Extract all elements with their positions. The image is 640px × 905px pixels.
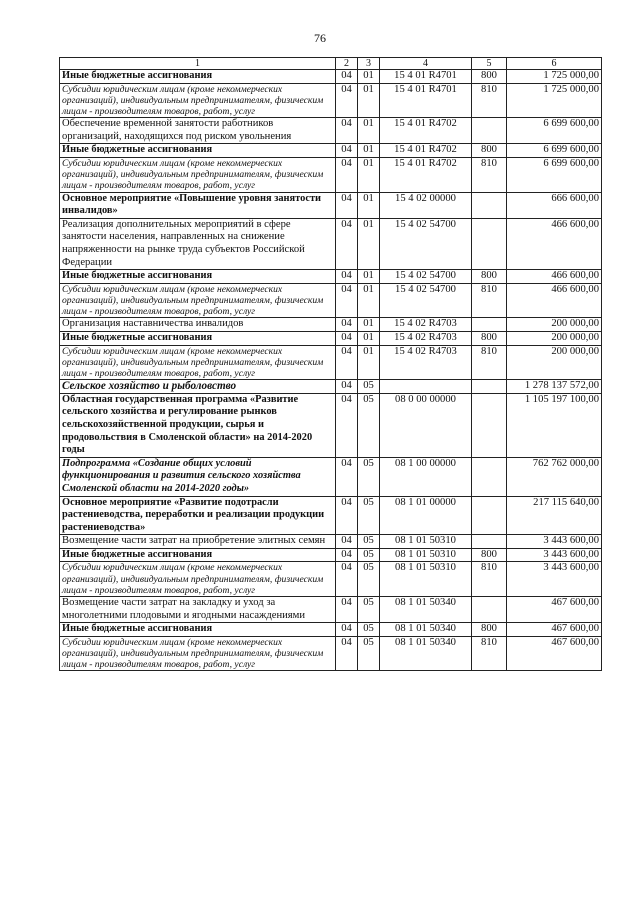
target-article-cell: 15 4 02 54700 xyxy=(380,270,472,284)
subsection-code-cell: 05 xyxy=(358,535,380,549)
table-row xyxy=(60,144,602,158)
amount-cell: 467 600,00 xyxy=(507,597,602,623)
row-name-cell: Основное мероприятие «Развитие подотрасли растениеводства, переработки и реализации продукции растениеводства» xyxy=(60,496,336,535)
subsection-code-cell: 05 xyxy=(358,393,380,457)
target-article-cell: 15 4 01 R4701 xyxy=(380,83,472,118)
amount-cell: 6 699 600,00 xyxy=(507,144,602,158)
section-code-cell: 04 xyxy=(336,118,358,144)
subsection-code-cell: 01 xyxy=(358,345,380,380)
amount-cell: 3 443 600,00 xyxy=(507,535,602,549)
expense-type-cell xyxy=(472,535,507,549)
section-code-cell: 04 xyxy=(336,83,358,118)
table-row xyxy=(60,496,602,535)
amount-cell: 467 600,00 xyxy=(507,636,602,671)
expense-type-cell: 810 xyxy=(472,283,507,318)
subsection-code-cell: 01 xyxy=(358,144,380,158)
table-row xyxy=(60,270,602,284)
subsection-code-cell: 01 xyxy=(358,218,380,269)
section-code-cell: 04 xyxy=(336,144,358,158)
table-row xyxy=(60,535,602,549)
row-name-cell: Областная государственная программа «Развитие сельского хозяйства и регулирование рынков сельскохозяйственной продукции, сырья и продовольствия в Смоленской области» на 2014-2020 годы xyxy=(60,393,336,457)
column-header: 6 xyxy=(507,58,602,70)
table-row xyxy=(60,345,602,380)
column-header: 4 xyxy=(380,58,472,70)
amount-cell: 1 278 137 572,00 xyxy=(507,380,602,394)
row-name-cell: Возмещение части затрат на приобретение элитных семян xyxy=(60,535,336,549)
target-article-cell: 08 1 00 00000 xyxy=(380,457,472,496)
section-code-cell: 04 xyxy=(336,318,358,332)
target-article-cell: 08 1 01 50340 xyxy=(380,623,472,637)
budget-table xyxy=(59,57,602,671)
target-article-cell: 08 1 01 50340 xyxy=(380,597,472,623)
expense-type-cell: 810 xyxy=(472,345,507,380)
expense-type-cell: 800 xyxy=(472,70,507,84)
expense-type-cell xyxy=(472,393,507,457)
amount-cell: 200 000,00 xyxy=(507,345,602,380)
section-code-cell: 04 xyxy=(336,597,358,623)
row-name-cell: Организация наставничества инвалидов xyxy=(60,318,336,332)
target-article-cell: 15 4 02 R4703 xyxy=(380,331,472,345)
row-name-cell: Иные бюджетные ассигнования xyxy=(60,331,336,345)
subsection-code-cell: 01 xyxy=(358,331,380,345)
section-code-cell: 04 xyxy=(336,270,358,284)
target-article-cell: 08 1 01 50340 xyxy=(380,636,472,671)
subsection-code-cell: 05 xyxy=(358,623,380,637)
target-article-cell: 15 4 02 54700 xyxy=(380,218,472,269)
target-article-cell: 15 4 01 R4702 xyxy=(380,144,472,158)
row-name-cell: Сельское хозяйство и рыболовство xyxy=(60,380,336,394)
table-row xyxy=(60,636,602,671)
expense-type-cell xyxy=(472,118,507,144)
subsection-code-cell: 05 xyxy=(358,636,380,671)
subsection-code-cell: 01 xyxy=(358,157,380,192)
expense-type-cell xyxy=(472,496,507,535)
section-code-cell: 04 xyxy=(336,535,358,549)
target-article-cell xyxy=(380,380,472,394)
expense-type-cell xyxy=(472,218,507,269)
page-number: 76 xyxy=(314,31,326,45)
section-code-cell: 04 xyxy=(336,393,358,457)
target-article-cell: 08 0 00 00000 xyxy=(380,393,472,457)
table-row xyxy=(60,118,602,144)
column-header: 2 xyxy=(336,58,358,70)
expense-type-cell xyxy=(472,597,507,623)
row-name-cell: Субсидии юридическим лицам (кроме некоммерческих организаций), индивидуальным предпринимателям, физическим лицам - производителям товаров, работ, услуг xyxy=(60,283,336,318)
table-header-row xyxy=(60,58,602,70)
row-name-cell: Возмещение части затрат на закладку и уход за многолетними плодовыми и ягодными насаждениями xyxy=(60,597,336,623)
expense-type-cell: 800 xyxy=(472,144,507,158)
amount-cell: 1 725 000,00 xyxy=(507,83,602,118)
section-code-cell: 04 xyxy=(336,548,358,562)
section-code-cell: 04 xyxy=(336,157,358,192)
table-row xyxy=(60,562,602,597)
section-code-cell: 04 xyxy=(336,496,358,535)
amount-cell: 466 600,00 xyxy=(507,218,602,269)
subsection-code-cell: 05 xyxy=(358,457,380,496)
table-row xyxy=(60,597,602,623)
amount-cell: 762 762 000,00 xyxy=(507,457,602,496)
subsection-code-cell: 05 xyxy=(358,548,380,562)
subsection-code-cell: 01 xyxy=(358,283,380,318)
row-name-cell: Иные бюджетные ассигнования xyxy=(60,144,336,158)
amount-cell: 467 600,00 xyxy=(507,623,602,637)
table-row xyxy=(60,380,602,394)
amount-cell: 200 000,00 xyxy=(507,331,602,345)
row-name-cell: Иные бюджетные ассигнования xyxy=(60,623,336,637)
target-article-cell: 15 4 01 R4702 xyxy=(380,157,472,192)
target-article-cell: 15 4 02 54700 xyxy=(380,283,472,318)
row-name-cell: Реализация дополнительных мероприятий в сфере занятости населения, направленных на снижение напряженности на рынке труда субъектов Российской Федерации xyxy=(60,218,336,269)
subsection-code-cell: 05 xyxy=(358,380,380,394)
column-header: 3 xyxy=(358,58,380,70)
section-code-cell: 04 xyxy=(336,636,358,671)
expense-type-cell: 810 xyxy=(472,562,507,597)
section-code-cell: 04 xyxy=(336,331,358,345)
subsection-code-cell: 01 xyxy=(358,318,380,332)
section-code-cell: 04 xyxy=(336,283,358,318)
subsection-code-cell: 01 xyxy=(358,83,380,118)
subsection-code-cell: 01 xyxy=(358,118,380,144)
row-name-cell: Основное мероприятие «Повышение уровня занятости инвалидов» xyxy=(60,192,336,218)
row-name-cell: Иные бюджетные ассигнования xyxy=(60,548,336,562)
target-article-cell: 15 4 01 R4701 xyxy=(380,70,472,84)
table-row xyxy=(60,393,602,457)
row-name-cell: Подпрограмма «Создание общих условий функционирования и развития сельского хозяйства Смоленской области на 2014-2020 годы» xyxy=(60,457,336,496)
amount-cell: 217 115 640,00 xyxy=(507,496,602,535)
section-code-cell: 04 xyxy=(336,70,358,84)
section-code-cell: 04 xyxy=(336,380,358,394)
expense-type-cell: 800 xyxy=(472,270,507,284)
table-row xyxy=(60,157,602,192)
amount-cell: 3 443 600,00 xyxy=(507,548,602,562)
subsection-code-cell: 01 xyxy=(358,270,380,284)
expense-type-cell: 800 xyxy=(472,548,507,562)
row-name-cell: Субсидии юридическим лицам (кроме некоммерческих организаций), индивидуальным предпринимателям, физическим лицам - производителям товаров, работ, услуг xyxy=(60,636,336,671)
section-code-cell: 04 xyxy=(336,345,358,380)
amount-cell: 466 600,00 xyxy=(507,270,602,284)
subsection-code-cell: 05 xyxy=(358,562,380,597)
row-name-cell: Субсидии юридическим лицам (кроме некоммерческих организаций), индивидуальным предпринимателям, физическим лицам - производителям товаров, работ, услуг xyxy=(60,83,336,118)
column-header: 1 xyxy=(60,58,336,70)
row-name-cell: Иные бюджетные ассигнования xyxy=(60,70,336,84)
amount-cell: 200 000,00 xyxy=(507,318,602,332)
target-article-cell: 15 4 02 R4703 xyxy=(380,318,472,332)
amount-cell: 6 699 600,00 xyxy=(507,157,602,192)
amount-cell: 466 600,00 xyxy=(507,283,602,318)
amount-cell: 1 105 197 100,00 xyxy=(507,393,602,457)
section-code-cell: 04 xyxy=(336,218,358,269)
table-row xyxy=(60,283,602,318)
expense-type-cell xyxy=(472,192,507,218)
section-code-cell: 04 xyxy=(336,457,358,496)
amount-cell: 666 600,00 xyxy=(507,192,602,218)
target-article-cell: 15 4 02 00000 xyxy=(380,192,472,218)
amount-cell: 1 725 000,00 xyxy=(507,70,602,84)
table-row xyxy=(60,70,602,84)
amount-cell: 6 699 600,00 xyxy=(507,118,602,144)
expense-type-cell xyxy=(472,318,507,332)
row-name-cell: Субсидии юридическим лицам (кроме некоммерческих организаций), индивидуальным предпринимателям, физическим лицам - производителям товаров, работ, услуг xyxy=(60,157,336,192)
expense-type-cell xyxy=(472,457,507,496)
column-header: 5 xyxy=(472,58,507,70)
target-article-cell: 08 1 01 00000 xyxy=(380,496,472,535)
row-name-cell: Субсидии юридическим лицам (кроме некоммерческих организаций), индивидуальным предпринимателям, физическим лицам - производителям товаров, работ, услуг xyxy=(60,562,336,597)
target-article-cell: 08 1 01 50310 xyxy=(380,535,472,549)
table-row xyxy=(60,218,602,269)
target-article-cell: 08 1 01 50310 xyxy=(380,548,472,562)
expense-type-cell: 800 xyxy=(472,623,507,637)
subsection-code-cell: 01 xyxy=(358,70,380,84)
table-row xyxy=(60,331,602,345)
table-row xyxy=(60,83,602,118)
expense-type-cell: 810 xyxy=(472,157,507,192)
amount-cell: 3 443 600,00 xyxy=(507,562,602,597)
expense-type-cell xyxy=(472,380,507,394)
target-article-cell: 15 4 02 R4703 xyxy=(380,345,472,380)
section-code-cell: 04 xyxy=(336,192,358,218)
subsection-code-cell: 01 xyxy=(358,192,380,218)
table-row xyxy=(60,318,602,332)
row-name-cell: Иные бюджетные ассигнования xyxy=(60,270,336,284)
expense-type-cell: 810 xyxy=(472,636,507,671)
table-row xyxy=(60,192,602,218)
subsection-code-cell: 05 xyxy=(358,597,380,623)
table-row xyxy=(60,457,602,496)
table-row xyxy=(60,548,602,562)
expense-type-cell: 800 xyxy=(472,331,507,345)
row-name-cell: Обеспечение временной занятости работников организаций, находящихся под риском увольнения xyxy=(60,118,336,144)
section-code-cell: 04 xyxy=(336,623,358,637)
target-article-cell: 15 4 01 R4702 xyxy=(380,118,472,144)
target-article-cell: 08 1 01 50310 xyxy=(380,562,472,597)
expense-type-cell: 810 xyxy=(472,83,507,118)
row-name-cell: Субсидии юридическим лицам (кроме некоммерческих организаций), индивидуальным предпринимателям, физическим лицам - производителям товаров, работ, услуг xyxy=(60,345,336,380)
section-code-cell: 04 xyxy=(336,562,358,597)
table-row xyxy=(60,623,602,637)
subsection-code-cell: 05 xyxy=(358,496,380,535)
